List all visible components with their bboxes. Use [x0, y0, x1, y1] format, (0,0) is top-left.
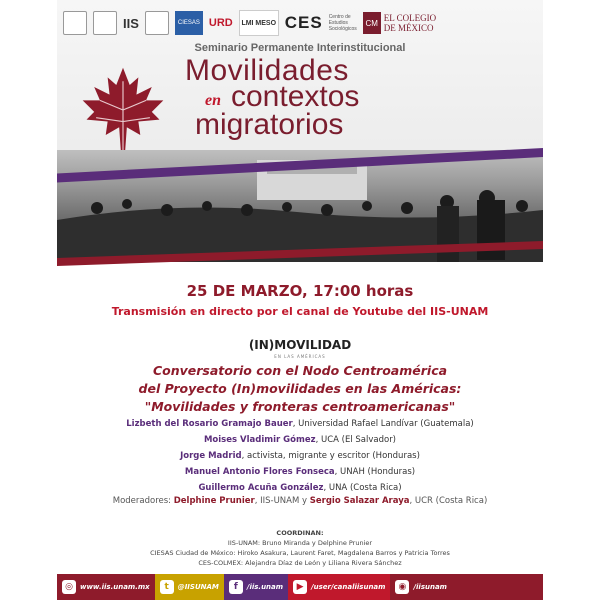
- title-connector: en: [205, 92, 221, 109]
- speaker-name: Moises Vladimir Gómez: [203, 435, 316, 445]
- ciesas-logo: CIESAS: [175, 11, 203, 35]
- facebook-text: /iis.unam: [246, 583, 284, 591]
- conversatorio-line: "Movilidades y fronteras centroamericanas": [144, 399, 456, 414]
- twitter-text: @IISUNAM: [177, 583, 219, 591]
- globe-icon: ◎: [62, 580, 76, 594]
- coordination-title: COORDINAN:: [276, 529, 324, 537]
- speaker-item: [57, 416, 543, 432]
- moderators-label: Moderadores:: [112, 496, 174, 506]
- title-line-3: migratorios: [195, 108, 344, 141]
- colmex-mark: CM: [363, 12, 381, 34]
- title-line-1: Movilidades: [185, 54, 349, 87]
- moderators: [57, 496, 543, 506]
- inmovilidad-logo-subtitle: EN LAS AMÉRICAS: [274, 354, 326, 359]
- colmex-name: EL COLEGIO DE MÉXICO: [383, 13, 437, 33]
- maple-leaf-icon: [75, 62, 171, 158]
- ces-logo-subtitle: Centro de Estudios Sociológicos: [328, 14, 357, 32]
- speaker-name: Manuel Antonio Flores Fonseca: [184, 467, 335, 477]
- speaker-name: Jorge Madrid: [180, 451, 242, 461]
- moderator-affiliation: , UCR (Costa Rica): [409, 496, 488, 506]
- speaker-name: Lizbeth del Rosario Gramajo Bauer: [126, 419, 293, 429]
- social-footer: [57, 574, 543, 600]
- website-text: www.iis.unam.mx: [80, 583, 150, 591]
- colmex-logo: [363, 10, 444, 36]
- speaker-item: [57, 480, 543, 496]
- stream-info: Transmisión en directo por el canal de Youtube del IIS-UNAM: [111, 305, 489, 318]
- speaker-item: [57, 464, 543, 480]
- conversatorio-line: del Proyecto (In)movilidades en las Américas:: [138, 381, 462, 396]
- speaker-item: [57, 432, 543, 448]
- speaker-item: [57, 448, 543, 464]
- instagram-link[interactable]: [390, 574, 452, 600]
- event-date: 25 DE MARZO, 17:00 horas: [186, 282, 414, 300]
- seminar-title: Seminario Permanente Interinstitucional: [194, 42, 406, 54]
- speaker-affiliation: , UCA (El Salvador): [315, 435, 397, 445]
- speaker-name: Guillermo Acuña González: [198, 483, 324, 493]
- coordination-line: CIESAS Ciudad de México: Hiroko Asakura, Laurent Faret, Magdalena Barros y Patricia Torres: [150, 549, 450, 557]
- urd-logo: URD: [208, 17, 233, 29]
- institution-logos: [63, 6, 537, 40]
- event-poster: [57, 0, 543, 600]
- moderator-name: Sergio Salazar Araya: [309, 496, 410, 506]
- title-line-2: contextos: [231, 80, 360, 113]
- coordination-line: IIS-UNAM: Bruno Miranda y Delphine Prunier: [227, 539, 373, 547]
- poster-header: [57, 0, 543, 162]
- youtube-text: /user/canaliisunam: [311, 583, 386, 591]
- ces-logo: CES: [284, 13, 323, 32]
- instagram-text: /iisunam: [413, 583, 447, 591]
- youtube-icon: ▶: [293, 580, 307, 594]
- speaker-affiliation: , Universidad Rafael Landívar (Guatemala): [292, 419, 474, 429]
- speakers-list: [57, 416, 543, 496]
- youtube-link[interactable]: [288, 574, 390, 600]
- lmi-meso-logo: LMI MESO: [239, 10, 279, 36]
- anniversary-logo: [145, 11, 169, 35]
- conversatorio-title: [57, 362, 543, 416]
- speaker-affiliation: , UNAH (Honduras): [334, 467, 416, 477]
- conversatorio-line: Conversatorio con el Nodo Centroamérica: [152, 363, 448, 378]
- coordination: [57, 528, 543, 568]
- facebook-link[interactable]: [224, 574, 288, 600]
- twitter-link[interactable]: [155, 574, 224, 600]
- speaker-affiliation: , activista, migrante y escritor (Honduras): [241, 451, 420, 461]
- unam-logo: [63, 11, 87, 35]
- coordination-line: CES-COLMEX: Alejandra Díaz de León y Liliana Rivera Sánchez: [198, 559, 402, 567]
- iis-logo: IIS: [123, 15, 139, 31]
- twitter-icon: t: [160, 580, 174, 594]
- instagram-icon: ◉: [395, 580, 409, 594]
- facebook-icon: f: [229, 580, 243, 594]
- fes-logo: [93, 11, 117, 35]
- website-link[interactable]: [57, 574, 155, 600]
- moderator-name: Delphine Prunier: [173, 496, 255, 506]
- inmovilidad-logo: (IN)MOVILIDAD: [248, 338, 352, 352]
- moderator-affiliation: , IIS-UNAM y: [254, 496, 310, 506]
- speaker-affiliation: , UNA (Costa Rica): [323, 483, 402, 493]
